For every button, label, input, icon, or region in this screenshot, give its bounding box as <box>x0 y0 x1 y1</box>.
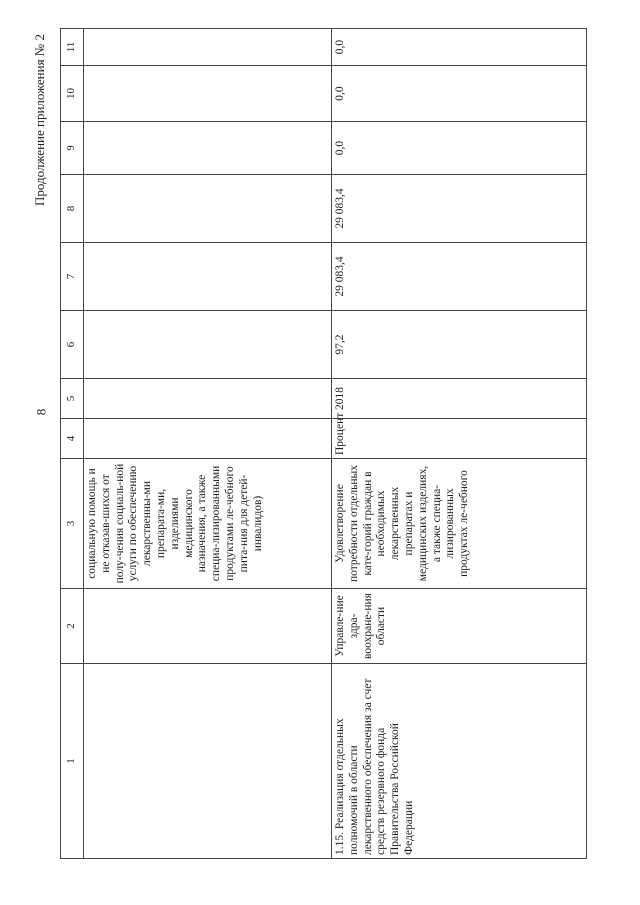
col-header-9: 9 <box>61 122 84 175</box>
header-row <box>61 29 84 859</box>
table-row <box>332 29 587 859</box>
cell-r1-c9: 0,0 <box>332 122 587 175</box>
cell-r1-c8: 29 083,4 <box>332 175 587 243</box>
col-header-5: 5 <box>61 379 84 419</box>
cell-r0-c11 <box>84 29 332 66</box>
cell-r1-c4: Процент <box>332 419 587 459</box>
col-header-4: 4 <box>61 419 84 459</box>
cell-r0-c6 <box>84 311 332 379</box>
cell-r1-c2: Управле-ние здра-воохране-ния области <box>332 589 587 664</box>
cell-r0-c3: социальную помощь и не отказав-шихся от полу-чения социаль-ной услуги по обеспечению лекарственны-ми препарата-ми, изделиями медицинского назначения, а также специа-лизированными продуктами ле-чебного пита-ния для детей-инвалидов) <box>84 459 332 589</box>
cell-r0-c2 <box>84 589 332 664</box>
data-table <box>60 28 587 859</box>
table-row <box>84 29 332 859</box>
appendix-label: Продолжение приложения № 2 <box>32 34 47 206</box>
table-container <box>60 29 587 859</box>
cell-r1-c7: 29 083,4 <box>332 243 587 311</box>
cell-r0-c7 <box>84 243 332 311</box>
page-number: 8 <box>33 408 49 416</box>
col-header-7: 7 <box>61 243 84 311</box>
cell-r0-c1 <box>84 664 332 859</box>
col-header-11: 11 <box>61 29 84 66</box>
col-header-8: 8 <box>61 175 84 243</box>
cell-r0-c8 <box>84 175 332 243</box>
cell-r0-c4 <box>84 419 332 459</box>
col-header-2: 2 <box>61 589 84 664</box>
col-header-1: 1 <box>61 664 84 859</box>
cell-r1-c5: 2018 <box>332 379 587 419</box>
cell-r1-c11: 0,0 <box>332 29 587 66</box>
cell-r1-c1: 1.15. Реализация отдельных полномочий в области лекарственного обеспечения за счет средств резервного фонда Правительства Российской Федерации <box>332 664 587 859</box>
cell-r0-c5 <box>84 379 332 419</box>
cell-r0-c9 <box>84 122 332 175</box>
cell-r1-c10: 0,0 <box>332 66 587 122</box>
col-header-3: 3 <box>61 459 84 589</box>
cell-r1-c3: Удовлетворение потребности отдельных кате-горий граждан в необходимых лекарственных препаратах и медицинских изделиях, а также специа-лизированных продуктах ле-чебного <box>332 459 587 589</box>
cell-r1-c6: 97,2 <box>332 311 587 379</box>
cell-r0-c10 <box>84 66 332 122</box>
col-header-6: 6 <box>61 311 84 379</box>
col-header-10: 10 <box>61 66 84 122</box>
